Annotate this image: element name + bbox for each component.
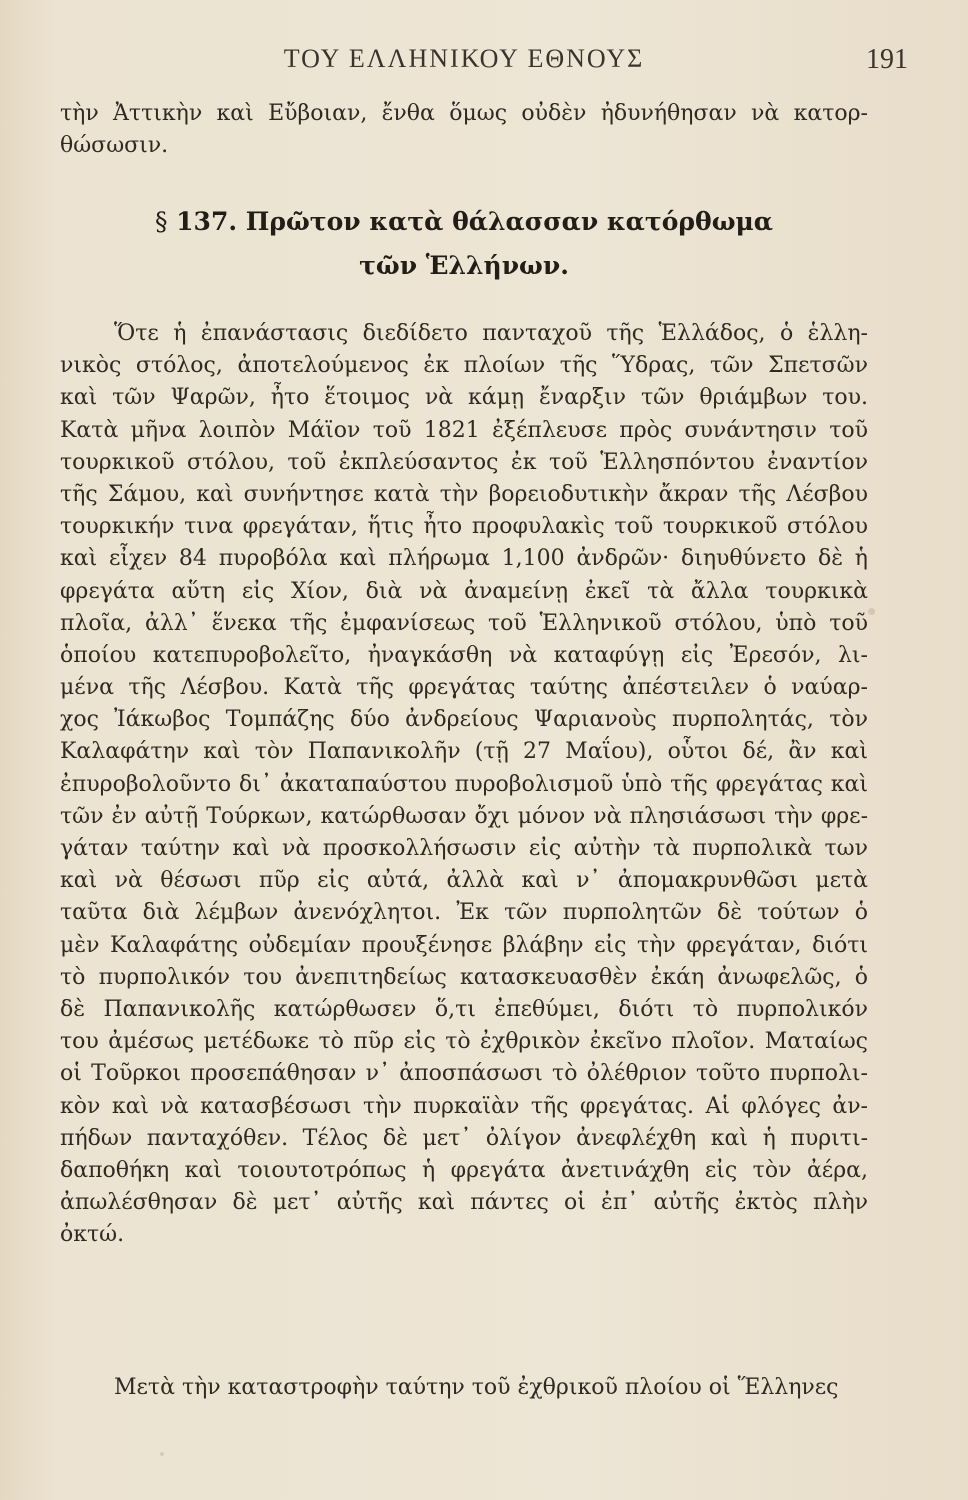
text-line: δὲ Παπανικολῆς κατώρθωσεν ὅ,τι ἐπεθύμει, διότι τὸ πυρπολικόν — [60, 996, 868, 1022]
text-line: Κατὰ μῆνα λοιπὸν Μάϊον τοῦ 1821 ἐξέπλευσε πρὸς συνάντησιν τοῦ — [60, 417, 868, 443]
page-number: 191 — [866, 44, 908, 75]
paper-foxing-spot — [868, 608, 875, 615]
text-line: ἀπωλέσθησαν δὲ μετ᾽ αὐτῆς καὶ πάντες οἱ ἐπ᾽ αὐτῆς ἐκτὸς πλὴν — [60, 1190, 868, 1216]
text-line: τὴν Ἀττικὴν καὶ Εὔβοιαν, ἔνθα ὅμως οὐδὲν ἠδυνήθησαν νὰ κατορ- — [60, 101, 868, 126]
paper-foxing-spot — [448, 1040, 453, 1045]
paragraph-2 — [60, 1372, 868, 1404]
text-line: καὶ τῶν Ψαρῶν, ἦτο ἕτοιμος νὰ κάμῃ ἔναρξιν τῶν θριάμβων του. — [60, 385, 868, 411]
text-line: δαποθήκη καὶ τοιουτοτρόπως ἡ φρεγάτα ἀνετινάχθη εἰς τὸν ἀέρα, — [60, 1157, 868, 1183]
paper-foxing-spot — [160, 1452, 164, 1456]
text-line: τῶν ἐν αὐτῇ Τούρκων, κατώρθωσαν ὄχι μόνον νὰ πλησιάσωσι τὴν φρε- — [60, 803, 868, 829]
text-line: τὸ πυρπολικόν του ἀνεπιτηδείως κατασκευασθὲν ἐκάη ἀνωφελῶς, ὁ — [60, 964, 868, 990]
text-line: θώσωσιν. — [60, 133, 169, 159]
paragraph-1 — [60, 318, 868, 1251]
text-line: μὲν Καλαφάτης οὐδεμίαν προυξένησε βλάβην εἰς τὴν φρεγάταν, διότι — [60, 932, 868, 958]
text-line: Ὅτε ἡ ἐπανάστασις διεδίδετο πανταχοῦ τῆς Ἑλλάδος, ὁ ἑλλη- — [114, 321, 868, 346]
text-line: ὁποίου κατεπυροβολεῖτο, ἠναγκάσθη νὰ καταφύγῃ εἰς Ἐρεσόν, λι- — [60, 642, 868, 668]
text-line: γάταν ταύτην καὶ νὰ προσκολλήσωσιν εἰς αὐτὴν τὰ πυρπολικὰ των — [60, 836, 868, 861]
text-line: πλοῖα, ἀλλ᾽ ἕνεκα τῆς ἐμφανίσεως τοῦ Ἑλληνικοῦ στόλου, ὑπὸ τοῦ — [60, 610, 868, 636]
text-line: ἐπυροβολοῦντο δι᾽ ἀκαταπαύστου πυροβολισμοῦ ὑπὸ τῆς φρεγάτας καὶ — [60, 771, 868, 797]
running-head — [60, 44, 908, 80]
text-line: νικὸς στόλος, ἀποτελούμενος ἐκ πλοίων τῆς Ὕδρας, τῶν Σπετσῶν — [60, 353, 868, 379]
text-line: Καλαφάτην καὶ τὸν Παπανικολῆν (τῇ 27 Μαΐου), οὗτοι δέ, ἂν καὶ — [60, 739, 868, 765]
text-line: καὶ εἶχεν 84 πυροβόλα καὶ πλήρωμα 1,100 ἀνδρῶν· διηυθύνετο δὲ ἡ — [60, 546, 868, 572]
text-line: κὸν καὶ νὰ κατασβέσωσι τὴν πυρκαϊὰν τῆς φρεγάτας. Αἱ φλόγες ἀν- — [60, 1093, 868, 1119]
section-sign: § — [154, 207, 168, 236]
running-title: ΤΟΥ ΕΛΛΗΝΙΚΟΥ ΕΘΝΟΥΣ — [283, 44, 645, 73]
text-line: οἱ Τοῦρκοι προσεπάθησαν ν᾽ ἀποσπάσωσι τὸ ὀλέθριον τοῦτο πυρπολι- — [60, 1061, 868, 1087]
text-line: του ἀμέσως μετέδωκε τὸ πῦρ εἰς τὸ ἐχθρικὸν ἐκεῖνο πλοῖον. Ματαίως — [60, 1029, 868, 1055]
section-number: 137. — [176, 207, 238, 236]
text-line: τουρκικοῦ στόλου, τοῦ ἐκπλεύσαντος ἐκ τοῦ Ἑλλησπόντου ἐναντίον — [60, 449, 868, 475]
section-title-line-2: τῶν Ἑλλήνων. — [359, 251, 569, 280]
text-line: φρεγάτα αὕτη εἰς Χίον, διὰ νὰ ἀναμείνῃ ἐκεῖ τὰ ἄλλα τουρκικὰ — [60, 578, 868, 604]
text-line: πήδων πανταχόθεν. Τέλος δὲ μετ᾽ ὀλίγον ἀνεφλέχθη καὶ ἡ πυριτι- — [60, 1125, 868, 1151]
section-title-line-1: Πρῶτον κατὰ θάλασσαν κατόρθωμα — [245, 207, 774, 236]
continuation-text — [60, 98, 868, 162]
text-line: καὶ νὰ θέσωσι πῦρ εἰς αὐτά, ἀλλὰ καὶ ν᾽ ἀπομακρυνθῶσι μετὰ — [60, 868, 868, 894]
text-line: τουρκικήν τινα φρεγάταν, ἥτις ἦτο προφυλακὶς τοῦ τουρκικοῦ στόλου — [60, 514, 868, 540]
text-line: Μετὰ τὴν καταστροφὴν ταύτην τοῦ ἐχθρικοῦ πλοίου οἱ Ἕλληνες — [114, 1375, 839, 1400]
text-line: ὀκτώ. — [60, 1222, 125, 1248]
text-line: χος Ἰάκωβος Τομπάζης δύο ἀνδρείους Ψαριανοὺς πυρπολητάς, τὸν — [60, 707, 868, 733]
text-line: ταῦτα διὰ λέμβων ἀνενόχλητοι. Ἐκ τῶν πυρπολητῶν δὲ τούτων ὁ — [60, 900, 868, 926]
text-line: μένα τῆς Λέσβου. Κατὰ τῆς φρεγάτας ταύτης ἀπέστειλεν ὁ ναύαρ- — [60, 675, 868, 701]
section-heading — [60, 200, 868, 288]
text-line: τῆς Σάμου, καὶ συνήντησε κατὰ τὴν βορειοδυτικὴν ἄκραν τῆς Λέσβου — [60, 481, 868, 507]
